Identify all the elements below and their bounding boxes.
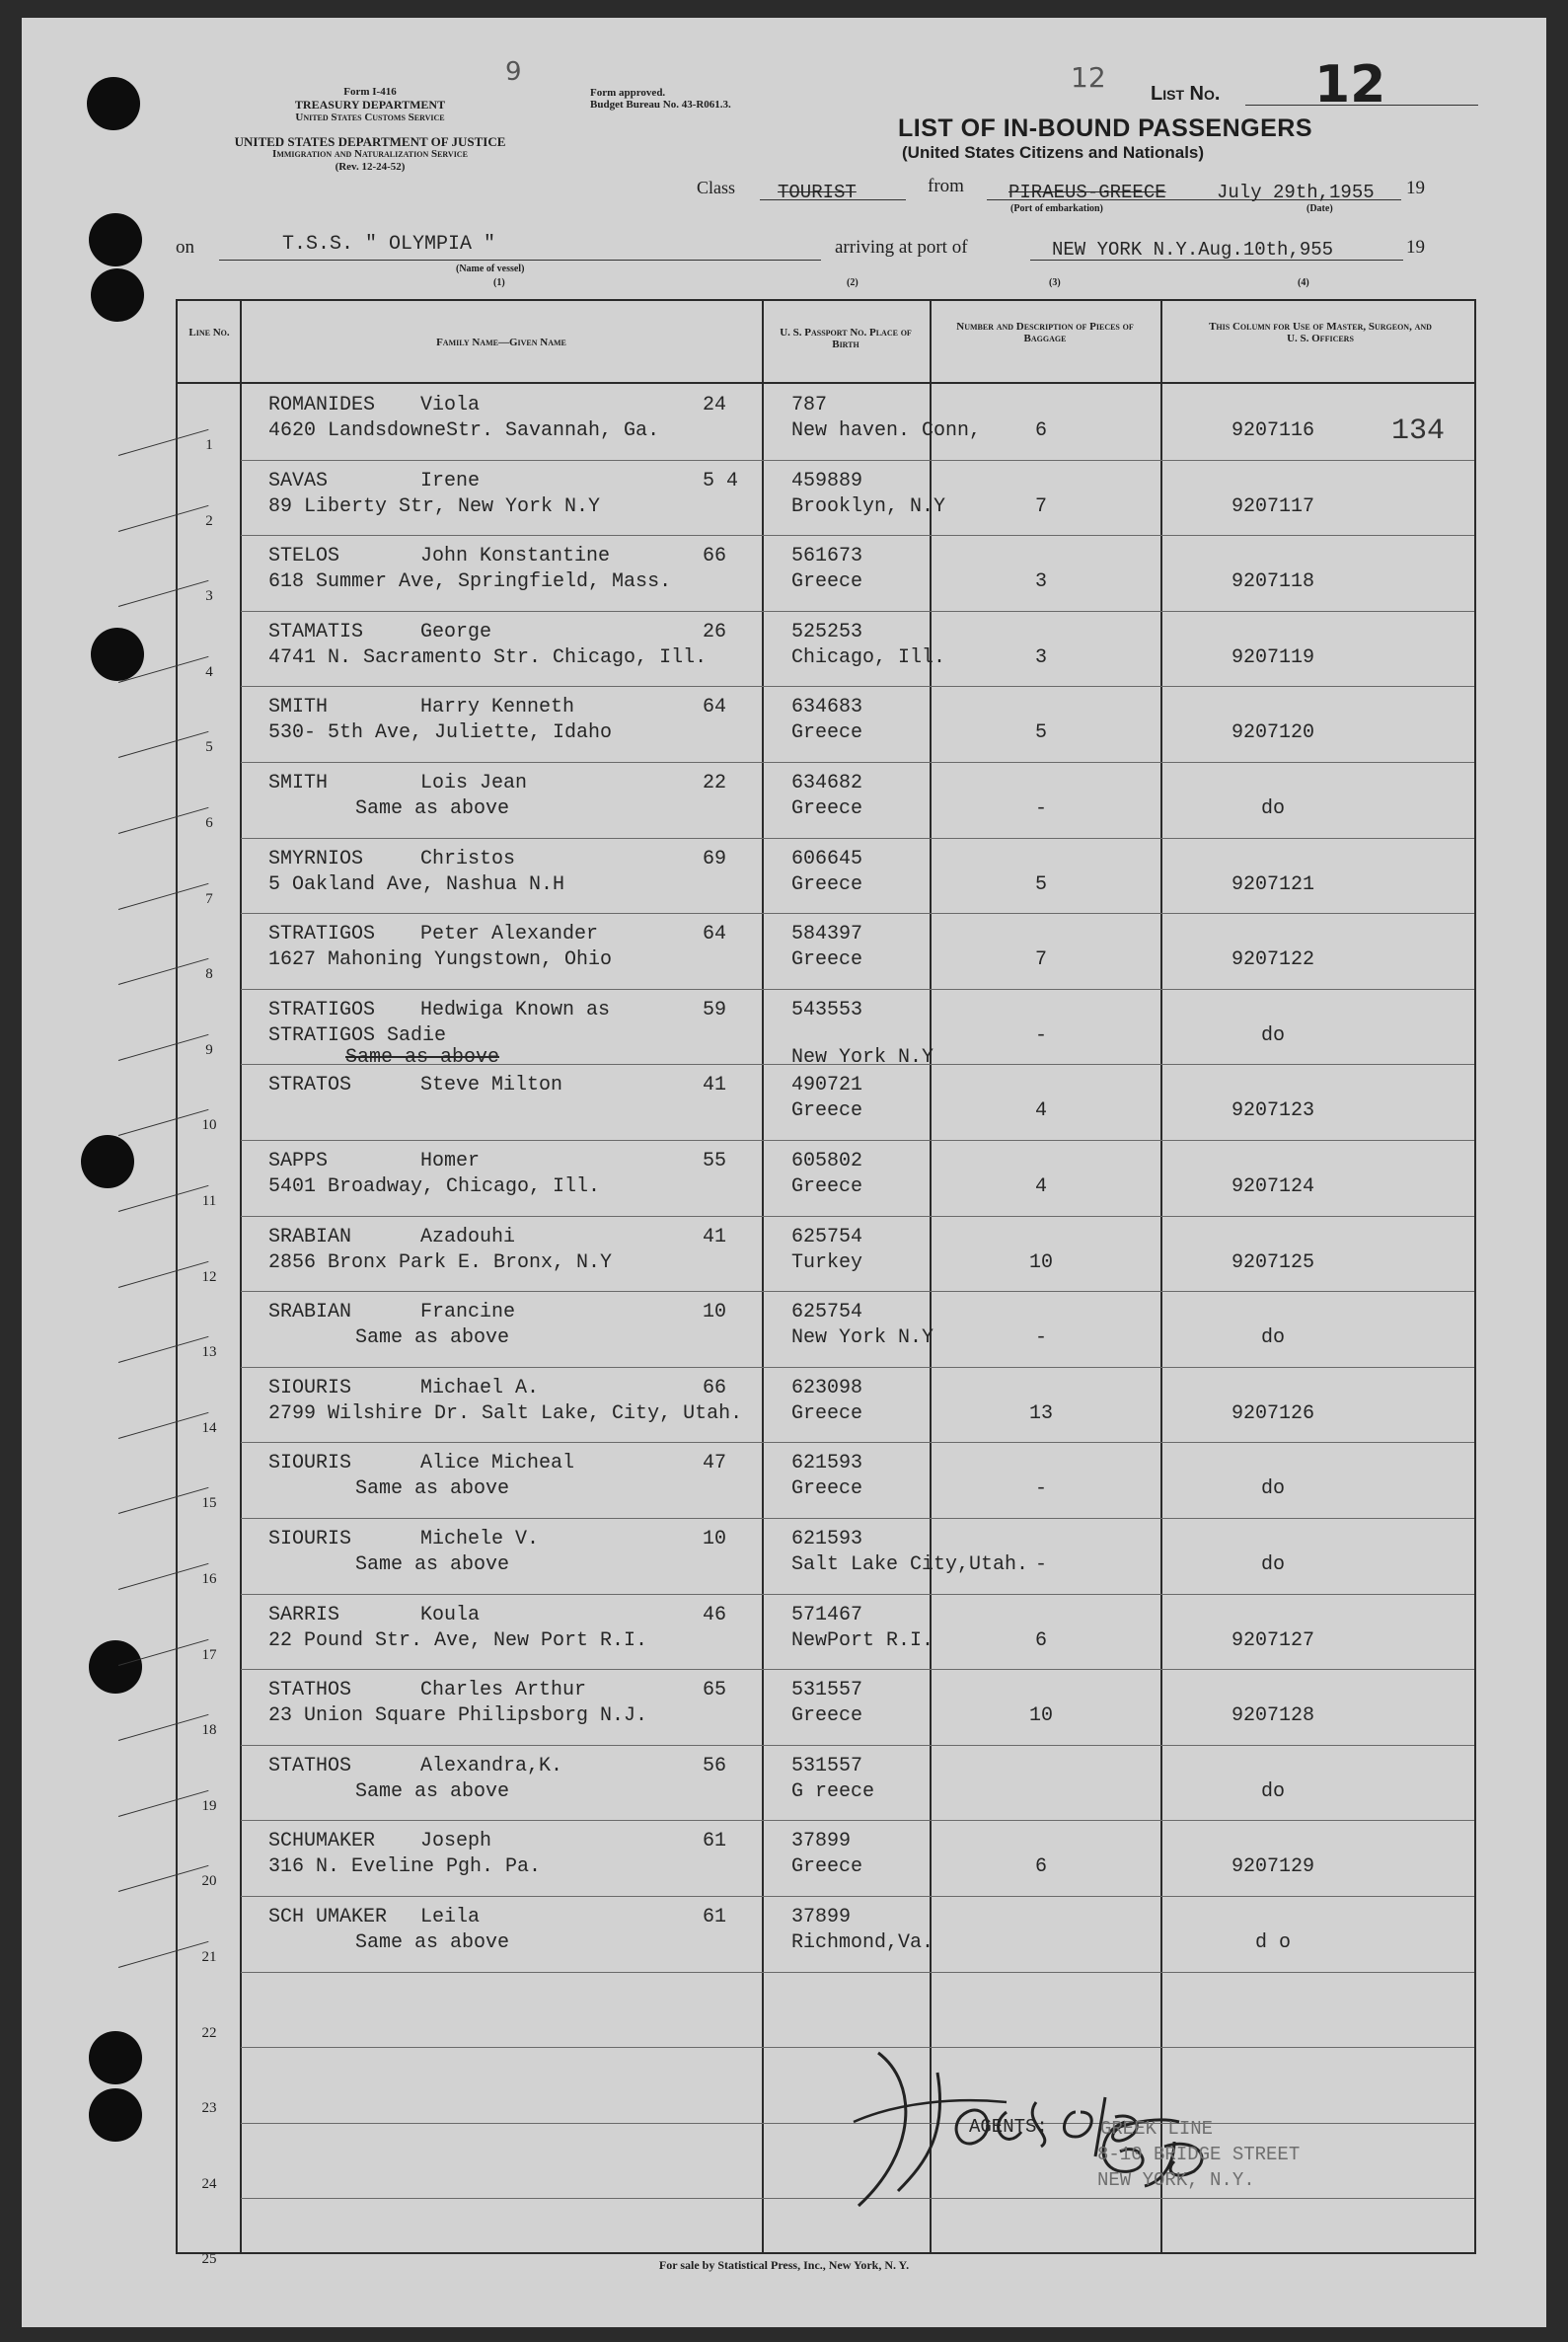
passenger-family-name: SCH UMAKER bbox=[268, 1906, 388, 1928]
passenger-given-name: Peter Alexander bbox=[420, 923, 599, 946]
passenger-given-name: George bbox=[420, 620, 492, 643]
passenger-family-name: STATHOS bbox=[268, 1679, 352, 1702]
passenger-age: 10 bbox=[703, 1528, 727, 1550]
passenger-family-name: STATHOS bbox=[268, 1754, 352, 1777]
officer-entry: 9207119 bbox=[1231, 645, 1314, 669]
officer-entry: d o bbox=[1254, 1931, 1291, 1954]
passenger-age: 64 bbox=[703, 696, 727, 719]
row-line-number: 4 bbox=[205, 663, 213, 680]
passenger-family-name: SRABIAN bbox=[268, 1225, 352, 1248]
place-of-birth: Salt Lake City,Utah. bbox=[791, 1553, 1029, 1576]
passenger-family-name: STRATIGOS bbox=[268, 998, 376, 1021]
baggage-count: 10 bbox=[1028, 1250, 1053, 1274]
punch-hole-8 bbox=[89, 2088, 142, 2142]
passenger-age: 22 bbox=[703, 772, 727, 794]
passport-number: 459889 bbox=[791, 469, 863, 492]
passenger-address: 618 Summer Ave, Springfield, Mass. bbox=[268, 570, 672, 594]
passenger-address: Same as above bbox=[355, 1477, 510, 1501]
row-line-number: 19 bbox=[201, 1797, 217, 1814]
officer-entry: 9207120 bbox=[1231, 721, 1314, 745]
row-separator bbox=[241, 838, 1474, 839]
row-separator bbox=[241, 1972, 1474, 1973]
row-line-number: 6 bbox=[205, 815, 213, 831]
passenger-address: 5 Oakland Ave, Nashua N.H bbox=[268, 872, 565, 896]
place-of-birth: Greece bbox=[791, 872, 863, 896]
baggage-count: - bbox=[1034, 797, 1047, 820]
column-divider-passport bbox=[930, 301, 932, 2252]
header-officers-column: This Column for Use of Master, Surgeon, and U. S. Officers bbox=[1209, 321, 1432, 344]
passenger-address: Same as above bbox=[355, 1553, 510, 1576]
list-no-label: List No. bbox=[1151, 83, 1221, 105]
passenger-address: STRATIGOS Sadie bbox=[268, 1023, 447, 1047]
agents-line-1: GREEK LINE bbox=[1100, 2118, 1214, 2140]
row-separator bbox=[241, 686, 1474, 687]
form-approved: Form approved. bbox=[590, 87, 666, 99]
passenger-given-name: Harry Kenneth bbox=[420, 696, 575, 719]
header-family-name: Family Name—Given Name bbox=[436, 337, 566, 348]
row-separator bbox=[241, 1896, 1474, 1897]
place-of-birth: Greece bbox=[791, 948, 863, 972]
list-no-value: 12 bbox=[1314, 55, 1386, 114]
passenger-address: 5401 Broadway, Chicago, Ill. bbox=[268, 1175, 601, 1198]
officer-entry: 9207117 bbox=[1231, 494, 1314, 518]
passport-number: 584397 bbox=[791, 923, 863, 946]
passenger-given-name: Homer bbox=[420, 1150, 481, 1172]
place-of-birth: Greece bbox=[791, 1401, 863, 1425]
passenger-address: 316 N. Eveline Pgh. Pa. bbox=[268, 1855, 542, 1879]
passenger-age: 10 bbox=[703, 1301, 727, 1324]
justice-department: UNITED STATES DEPARTMENT OF JUSTICE bbox=[234, 134, 506, 149]
handwritten-mark-9: 9 bbox=[505, 57, 522, 87]
passport-number: 606645 bbox=[791, 847, 863, 870]
place-of-birth: Turkey bbox=[791, 1250, 863, 1274]
agents-label: AGENTS: bbox=[969, 2116, 1048, 2138]
officer-entry: 9207129 bbox=[1231, 1855, 1314, 1879]
vessel-caption: (Name of vessel) bbox=[456, 264, 525, 274]
vessel-name: T.S.S. " OLYMPIA " bbox=[282, 233, 496, 256]
baggage-count: 3 bbox=[1034, 570, 1047, 594]
passenger-given-name: Joseph bbox=[420, 1830, 492, 1853]
baggage-count: 6 bbox=[1034, 1628, 1047, 1652]
baggage-count: 7 bbox=[1034, 494, 1047, 518]
date-value: July 29th,1955 bbox=[1217, 182, 1375, 203]
passenger-given-name: Lois Jean bbox=[420, 772, 528, 794]
row-line-number: 2 bbox=[205, 512, 213, 529]
passenger-age: 56 bbox=[703, 1754, 727, 1777]
year-prefix-2: 19 bbox=[1406, 237, 1425, 258]
baggage-count: 5 bbox=[1034, 872, 1047, 896]
punch-hole-4 bbox=[91, 628, 144, 681]
place-of-birth: Greece bbox=[791, 570, 863, 594]
officer-entry: 9207124 bbox=[1231, 1175, 1314, 1198]
passenger-family-name: SIOURIS bbox=[268, 1528, 352, 1550]
arrival-value: NEW YORK N.Y.Aug.10th,955 bbox=[1052, 239, 1334, 261]
passenger-age: 41 bbox=[703, 1074, 727, 1097]
passport-number: 37899 bbox=[791, 1906, 852, 1928]
passport-number: 634682 bbox=[791, 772, 863, 794]
port-caption: (Port of embarkation) bbox=[1010, 203, 1103, 214]
officer-entry: 9207125 bbox=[1231, 1250, 1314, 1274]
row-line-number: 8 bbox=[205, 966, 213, 983]
row-line-number: 14 bbox=[201, 1419, 217, 1436]
punch-hole-5 bbox=[81, 1135, 134, 1188]
punch-hole-6 bbox=[89, 1640, 142, 1694]
from-label: from bbox=[928, 176, 964, 196]
officer-entry: do bbox=[1260, 1553, 1285, 1576]
row-separator bbox=[241, 913, 1474, 914]
row-line-number: 16 bbox=[201, 1571, 217, 1587]
passenger-age: 24 bbox=[703, 394, 727, 416]
treasury-department: TREASURY DEPARTMENT bbox=[294, 98, 446, 112]
officer-entry: 9207116 bbox=[1231, 419, 1314, 442]
passenger-given-name: Michael A. bbox=[420, 1376, 540, 1399]
passenger-family-name: SIOURIS bbox=[268, 1376, 352, 1399]
passenger-address: Same as above bbox=[355, 1326, 510, 1350]
column-number-4: (4) bbox=[1298, 277, 1309, 288]
form-revision: (Rev. 12-24-52) bbox=[335, 161, 406, 173]
row-line-number: 11 bbox=[201, 1193, 217, 1209]
passport-number: 543553 bbox=[791, 998, 863, 1021]
list-title: LIST OF IN-BOUND PASSENGERS bbox=[898, 114, 1313, 142]
baggage-count: 10 bbox=[1028, 1704, 1053, 1728]
passenger-address: 2856 Bronx Park E. Bronx, N.Y bbox=[268, 1250, 613, 1274]
passenger-given-name: Irene bbox=[420, 469, 481, 492]
place-of-birth: Greece bbox=[791, 1477, 863, 1501]
officer-entry: do bbox=[1260, 1023, 1285, 1047]
class-label: Class bbox=[697, 178, 736, 197]
row-line-number: 1 bbox=[205, 437, 213, 453]
budget-bureau: Budget Bureau No. 43-R061.3. bbox=[590, 99, 731, 111]
passenger-family-name: STAMATIS bbox=[268, 620, 364, 643]
agents-line-3: NEW YORK, N.Y. bbox=[1097, 2169, 1255, 2191]
passport-number: 621593 bbox=[791, 1452, 863, 1475]
passenger-given-name: Viola bbox=[420, 394, 481, 416]
passport-number: 490721 bbox=[791, 1074, 863, 1097]
header-bottom-line bbox=[178, 382, 1474, 384]
passenger-address: 4741 N. Sacramento Str. Chicago, Ill. bbox=[268, 645, 708, 669]
column-divider-baggage bbox=[1160, 301, 1162, 2252]
date-caption: (Date) bbox=[1307, 203, 1333, 214]
officer-entry: 9207123 bbox=[1231, 1099, 1314, 1123]
passenger-given-name: Steve Milton bbox=[420, 1074, 563, 1097]
place-of-birth: Greece bbox=[791, 797, 863, 820]
officer-entry: 9207122 bbox=[1231, 948, 1314, 972]
passenger-address: 89 Liberty Str, New York N.Y bbox=[268, 494, 601, 518]
passenger-age: 46 bbox=[703, 1603, 727, 1626]
on-label: on bbox=[176, 237, 194, 258]
row-separator bbox=[241, 989, 1474, 990]
form-number: Form I-416 bbox=[343, 86, 397, 98]
passport-number: 571467 bbox=[791, 1603, 863, 1626]
year-prefix-1: 19 bbox=[1406, 178, 1425, 198]
passenger-age: 59 bbox=[703, 998, 727, 1021]
punch-hole-1 bbox=[87, 77, 140, 130]
passenger-family-name: SIOURIS bbox=[268, 1452, 352, 1475]
row-separator bbox=[241, 1820, 1474, 1821]
officer-entry: do bbox=[1260, 1477, 1285, 1501]
place-of-birth: Chicago, Ill. bbox=[791, 645, 946, 669]
passenger-given-name: Leila bbox=[420, 1906, 481, 1928]
passenger-age: 47 bbox=[703, 1452, 727, 1475]
arriving-label: arriving at port of bbox=[835, 237, 968, 258]
passport-number: 625754 bbox=[791, 1225, 863, 1248]
place-of-birth: Greece bbox=[791, 1855, 863, 1879]
baggage-count: - bbox=[1034, 1477, 1047, 1501]
place-of-birth: New York N.Y bbox=[791, 1326, 934, 1350]
class-value: TOURIST bbox=[778, 182, 857, 203]
passenger-family-name: SAVAS bbox=[268, 469, 329, 492]
column-number-3: (3) bbox=[1049, 277, 1061, 288]
baggage-count: 4 bbox=[1034, 1099, 1047, 1123]
row-separator bbox=[241, 1291, 1474, 1292]
row-line-number: 17 bbox=[201, 1646, 217, 1663]
punch-hole-2 bbox=[89, 213, 142, 266]
baggage-count: 5 bbox=[1034, 721, 1047, 745]
place-of-birth: NewPort R.I. bbox=[791, 1628, 934, 1652]
passenger-age: 64 bbox=[703, 923, 727, 946]
passenger-family-name: SRABIAN bbox=[268, 1301, 352, 1324]
passenger-family-name: ROMANIDES bbox=[268, 394, 376, 416]
passenger-address: Same as above bbox=[355, 797, 510, 820]
passenger-family-name: SARRIS bbox=[268, 1603, 340, 1626]
row-line-number: 18 bbox=[201, 1722, 217, 1739]
place-of-birth: Greece bbox=[791, 721, 863, 745]
passenger-given-name: Michele V. bbox=[420, 1528, 540, 1550]
row-separator bbox=[241, 535, 1474, 536]
officer-entry: 9207126 bbox=[1231, 1401, 1314, 1425]
row-separator bbox=[241, 1594, 1474, 1595]
passenger-age: 26 bbox=[703, 620, 727, 643]
passenger-address: 530- 5th Ave, Juliette, Idaho bbox=[268, 721, 613, 745]
passenger-given-name: Hedwiga Known as bbox=[420, 998, 611, 1021]
row-line-number: 7 bbox=[205, 890, 213, 907]
column-number-1: (1) bbox=[493, 277, 505, 288]
passenger-age: 66 bbox=[703, 545, 727, 568]
passenger-family-name: STRATIGOS bbox=[268, 923, 376, 946]
officer-entry: 9207121 bbox=[1231, 872, 1314, 896]
passenger-given-name: Azadouhi bbox=[420, 1225, 516, 1248]
officer-entry: do bbox=[1260, 1779, 1285, 1803]
passport-number: 625754 bbox=[791, 1301, 863, 1324]
place-of-birth: New York N.Y bbox=[791, 1045, 934, 1069]
officer-entry: 9207128 bbox=[1231, 1704, 1314, 1728]
passenger-address: 4620 LandsdowneStr. Savannah, Ga. bbox=[268, 419, 660, 442]
passenger-family-name: SMITH bbox=[268, 772, 329, 794]
row-line-number: 23 bbox=[201, 2100, 217, 2117]
officer-entry: 9207118 bbox=[1231, 570, 1314, 594]
margin-note: 134 bbox=[1391, 415, 1446, 448]
place-of-birth: Greece bbox=[791, 1704, 863, 1728]
row-separator bbox=[241, 1216, 1474, 1217]
passenger-age: 65 bbox=[703, 1679, 727, 1702]
row-line-number: 3 bbox=[205, 588, 213, 605]
row-line-number: 25 bbox=[201, 2251, 217, 2268]
row-line-number: 21 bbox=[201, 1949, 217, 1965]
passport-number: 531557 bbox=[791, 1679, 863, 1702]
passenger-address: Same as above bbox=[355, 1931, 510, 1954]
footer-printer: For sale by Statistical Press, Inc., New York, N. Y. bbox=[658, 2258, 910, 2272]
passenger-address: Same as above bbox=[355, 1779, 510, 1803]
passenger-family-name: SCHUMAKER bbox=[268, 1830, 376, 1853]
baggage-count: 13 bbox=[1028, 1401, 1053, 1425]
header-baggage: Number and Description of Pieces of Baggage bbox=[956, 321, 1134, 344]
passenger-address: 1627 Mahoning Yungstown, Ohio bbox=[268, 948, 613, 972]
vessel-line bbox=[219, 260, 821, 261]
passenger-age: 69 bbox=[703, 847, 727, 870]
customs-service: United States Customs Service bbox=[295, 112, 445, 123]
row-separator bbox=[241, 460, 1474, 461]
passenger-address: 2799 Wilshire Dr. Salt Lake, City, Utah. bbox=[268, 1401, 743, 1425]
punch-hole-3 bbox=[91, 268, 144, 322]
passenger-address: 22 Pound Str. Ave, New Port R.I. bbox=[268, 1628, 648, 1652]
passenger-age: 66 bbox=[703, 1376, 727, 1399]
passenger-age: 61 bbox=[703, 1906, 727, 1928]
header-passport: U. S. Passport No. Place of Birth bbox=[780, 327, 912, 350]
passenger-given-name: Alexandra,K. bbox=[420, 1754, 563, 1777]
place-of-birth: Greece bbox=[791, 1175, 863, 1198]
passenger-given-name: Alice Micheal bbox=[420, 1452, 575, 1475]
passenger-given-name: Christos bbox=[420, 847, 516, 870]
place-of-birth: New haven. Conn, bbox=[791, 419, 982, 442]
place-of-birth: Greece bbox=[791, 1099, 863, 1123]
row-separator bbox=[241, 611, 1474, 612]
row-separator bbox=[241, 1518, 1474, 1519]
passenger-age: 55 bbox=[703, 1150, 727, 1172]
baggage-count: 4 bbox=[1034, 1175, 1047, 1198]
row-line-number: 12 bbox=[201, 1268, 217, 1285]
row-line-number: 15 bbox=[201, 1495, 217, 1512]
passenger-age: 61 bbox=[703, 1830, 727, 1853]
baggage-count: 6 bbox=[1034, 1855, 1047, 1879]
row-separator bbox=[241, 1367, 1474, 1368]
row-line-number: 13 bbox=[201, 1344, 217, 1361]
passport-number: 787 bbox=[791, 394, 828, 416]
passenger-age: 5 4 bbox=[703, 469, 739, 492]
passenger-address-note: Same as above bbox=[345, 1045, 500, 1069]
baggage-count: - bbox=[1034, 1023, 1047, 1047]
baggage-count: 7 bbox=[1034, 948, 1047, 972]
officer-entry: do bbox=[1260, 1326, 1285, 1350]
row-line-number: 20 bbox=[201, 1873, 217, 1890]
handwritten-mark-12: 12 bbox=[1071, 61, 1106, 94]
row-line-number: 10 bbox=[201, 1117, 217, 1134]
row-line-number: 22 bbox=[201, 2024, 217, 2041]
passenger-given-name: Charles Arthur bbox=[420, 1679, 587, 1702]
passport-number: 634683 bbox=[791, 696, 863, 719]
passport-number: 623098 bbox=[791, 1376, 863, 1399]
passenger-given-name: Koula bbox=[420, 1603, 481, 1626]
passport-number: 37899 bbox=[791, 1830, 852, 1853]
agents-line-2: 8-10 BRIDGE STREET bbox=[1097, 2144, 1301, 2165]
row-separator bbox=[241, 1745, 1474, 1746]
place-of-birth: Brooklyn, N.Y bbox=[791, 494, 946, 518]
officer-entry: 9207127 bbox=[1231, 1628, 1314, 1652]
row-separator bbox=[241, 1442, 1474, 1443]
column-number-2: (2) bbox=[847, 277, 859, 288]
row-line-number: 24 bbox=[201, 2175, 217, 2192]
passport-number: 525253 bbox=[791, 620, 863, 643]
passenger-family-name: STELOS bbox=[268, 545, 340, 568]
passenger-address: 23 Union Square Philipsborg N.J. bbox=[268, 1704, 648, 1728]
passport-number: 605802 bbox=[791, 1150, 863, 1172]
place-of-birth: Richmond,Va. bbox=[791, 1931, 934, 1954]
column-divider-name bbox=[762, 301, 764, 2252]
baggage-count: - bbox=[1034, 1326, 1047, 1350]
row-separator bbox=[241, 1669, 1474, 1670]
baggage-count: 3 bbox=[1034, 645, 1047, 669]
place-of-birth: G reece bbox=[791, 1779, 875, 1803]
immigration-service: Immigration and Naturalization Service bbox=[272, 148, 468, 160]
baggage-count: - bbox=[1034, 1553, 1047, 1576]
passenger-family-name: STRATOS bbox=[268, 1074, 352, 1097]
passenger-given-name: John Konstantine bbox=[420, 545, 611, 568]
row-line-number: 9 bbox=[205, 1041, 213, 1058]
passenger-given-name: Francine bbox=[420, 1301, 516, 1324]
row-line-number: 5 bbox=[205, 739, 213, 756]
passport-number: 561673 bbox=[791, 545, 863, 568]
punch-hole-7 bbox=[89, 2031, 142, 2084]
officer-entry: do bbox=[1260, 797, 1285, 820]
from-value: PIRAEUS-GREECE bbox=[1008, 182, 1166, 203]
passenger-family-name: SMYRNIOS bbox=[268, 847, 364, 870]
row-separator bbox=[241, 1140, 1474, 1141]
row-separator bbox=[241, 762, 1474, 763]
passport-number: 621593 bbox=[791, 1528, 863, 1550]
baggage-count: 6 bbox=[1034, 419, 1047, 442]
passenger-family-name: SMITH bbox=[268, 696, 329, 719]
passenger-family-name: SAPPS bbox=[268, 1150, 329, 1172]
passport-number: 531557 bbox=[791, 1754, 863, 1777]
header-line-no: Line No. bbox=[188, 327, 230, 339]
list-subtitle: (United States Citizens and Nationals) bbox=[902, 143, 1205, 162]
passenger-age: 41 bbox=[703, 1225, 727, 1248]
